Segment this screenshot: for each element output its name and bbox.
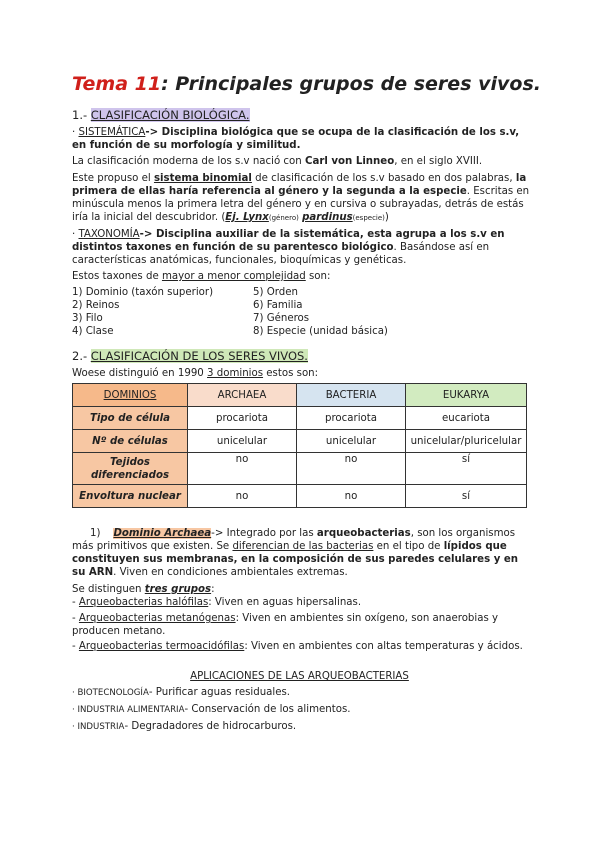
table-row bbox=[73, 430, 527, 453]
list-item: 4) Clase bbox=[72, 326, 114, 337]
list-item: · BIOTECNOLOGÍA- Purificar aguas residuales. bbox=[72, 687, 291, 698]
table-header-row bbox=[73, 384, 527, 407]
table-cell: unicelular bbox=[188, 430, 297, 453]
paragraph-archaea: 1) Dominio Archaea-> Integrado por las arqueobacterias, son los organismos más primitivos que existen. Se diferencian de las bacterias en el tipo de lípidos que constituyen sus membranas, en la composición de sus paredes celulares y en su ARN. Viven en condiciones ambientales extremas. bbox=[72, 528, 519, 578]
row-label: Nº de células bbox=[73, 430, 188, 453]
group-metanogenas: - Arqueobacterias metanógenas: Viven en ambientes sin oxígeno, son anaerobias y producen metano. bbox=[72, 613, 499, 637]
row-label: Tipo de célula bbox=[73, 407, 188, 430]
list-item: 7) Géneros bbox=[253, 313, 310, 324]
table-cell: eucariota bbox=[406, 407, 527, 430]
list-item: 3) Filo bbox=[72, 313, 103, 324]
list-item: 6) Familia bbox=[253, 300, 303, 311]
section-1-heading: 1.- CLASIFICACIÓN BIOLÓGICA. bbox=[72, 108, 250, 122]
list-item: 8) Especie (unidad básica) bbox=[253, 326, 388, 337]
title-tema: Tema 11 bbox=[72, 73, 162, 95]
domains-table bbox=[72, 383, 527, 508]
table-cell: no bbox=[297, 453, 406, 485]
table-header: EUKARYA bbox=[406, 384, 527, 407]
title-rest: : Principales grupos de seres vivos. bbox=[161, 73, 541, 95]
list-item: 5) Orden bbox=[253, 287, 298, 298]
list-item: 1) Dominio (taxón superior) bbox=[72, 287, 214, 298]
list-item: · INDUSTRIA- Degradadores de hidrocarburos. bbox=[72, 721, 297, 732]
taxa-list-left bbox=[72, 286, 213, 338]
table-cell: procariota bbox=[188, 407, 297, 430]
table-cell: unicelular/pluricelular bbox=[406, 430, 527, 453]
paragraph-woese: Woese distinguió en 1990 3 dominios estos son: bbox=[72, 368, 319, 379]
paragraph-taxones: Estos taxones de mayor a menor complejidad son: bbox=[72, 271, 331, 282]
table-cell: no bbox=[188, 485, 297, 508]
table-cell: sí bbox=[406, 485, 527, 508]
table-cell: no bbox=[188, 453, 297, 485]
table-row bbox=[73, 407, 527, 430]
list-item: · INDUSTRIA ALIMENTARIA- Conservación de los alimentos. bbox=[72, 704, 351, 715]
table-cell: unicelular bbox=[297, 430, 406, 453]
group-halofilas: - Arqueobacterias halófilas: Viven en aguas hipersalinas. bbox=[72, 597, 362, 608]
table-header: DOMINIOS bbox=[73, 384, 188, 407]
paragraph-groups: Se distinguen tres grupos: bbox=[72, 584, 215, 595]
paragraph-linneo: La clasificación moderna de los s.v nació con Carl von Linneo, en el siglo XVIII. bbox=[72, 156, 483, 167]
table-header: BACTERIA bbox=[297, 384, 406, 407]
paragraph-taxonomia: · TAXONOMÍA-> Disciplina auxiliar de la sistemática, esta agrupa a los s.v en distintos taxones en función de su parentesco biológico. Basándose así en características anatómicas, funcionales, bioquímicas y genéticas. bbox=[72, 229, 505, 266]
page-title bbox=[72, 72, 541, 96]
paragraph-binomial: Este propuso el sistema binomial de clasificación de los s.v basado en dos palabras, la primera de ellas haría referencia al género y la segunda a la especie. Escritas en minúscula menos la primera letra del género y en cursiva o subrayadas, detrás de estás iría la inicial del descubridor. (Ej. Lynx(género) pardinus(especie)) bbox=[72, 173, 530, 223]
table-cell: procariota bbox=[297, 407, 406, 430]
section-2-heading: 2.- CLASIFICACIÓN DE LOS SERES VIVOS. bbox=[72, 349, 308, 363]
table-row bbox=[73, 453, 527, 485]
group-termoacidofilas: - Arqueobacterias termoacidófilas: Viven en ambientes con altas temperaturas y ácidos. bbox=[72, 641, 523, 652]
row-label: Tejidos diferenciados bbox=[73, 453, 188, 485]
table-cell: no bbox=[297, 485, 406, 508]
list-item: 2) Reinos bbox=[72, 300, 120, 311]
table-row bbox=[73, 485, 527, 508]
paragraph-sistematica: · SISTEMÁTICA-> Disciplina biológica que se ocupa de la clasificación de los s.v, en función de su morfología y similitud. bbox=[72, 127, 520, 151]
row-label: Envoltura nuclear bbox=[73, 485, 188, 508]
apps-list bbox=[72, 686, 351, 734]
apps-title: APLICACIONES DE LAS ARQUEOBACTERIAS bbox=[190, 671, 409, 682]
taxa-list-right bbox=[253, 286, 388, 338]
table-cell: sí bbox=[406, 453, 527, 485]
table-header: ARCHAEA bbox=[188, 384, 297, 407]
